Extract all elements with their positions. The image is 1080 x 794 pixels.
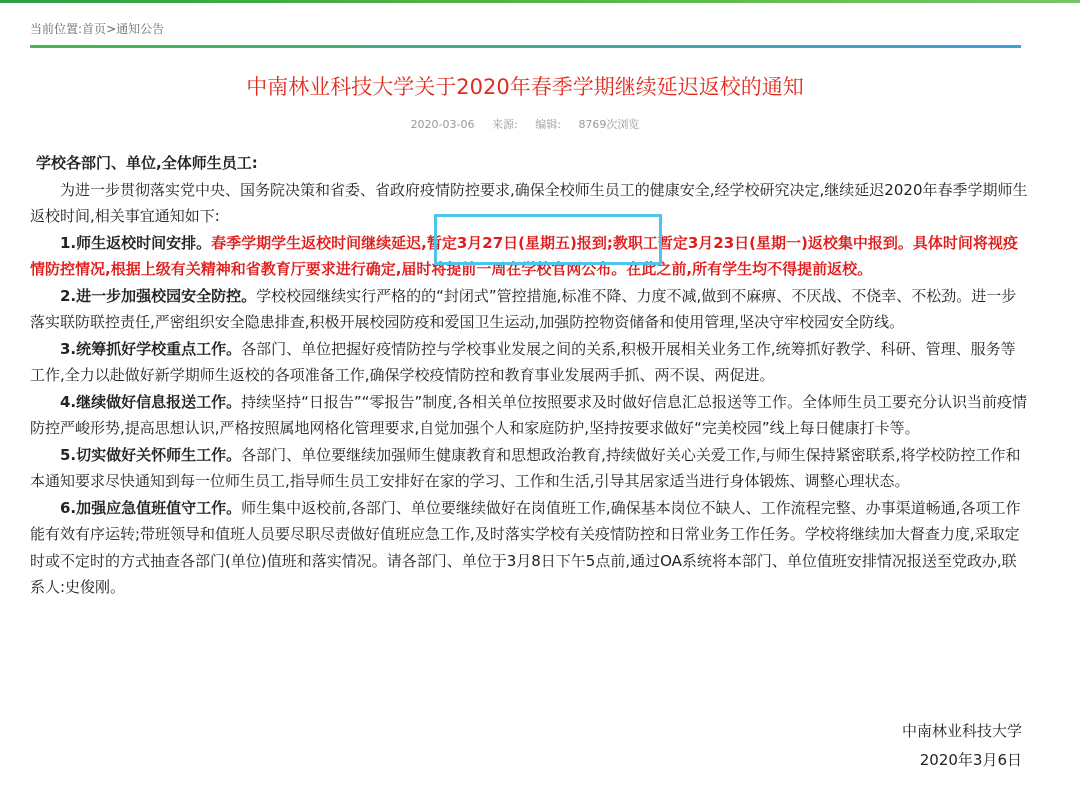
item-6-paragraph: [30, 495, 1030, 601]
item-2-text: 学校校园继续实行严格的的“封闭式”管控措施,标准不降、力度不减,做到不麻痹、不厌战、不侥幸、不松劲。进一步落实联防联控责任,严密组织安全隐患排查,积极开展校园防疫和爱国卫生运动,加强防控物资储备和使用管理,坚决守牢校园安全防线。: [30, 286, 1017, 331]
item-6-heading: 6.加强应急值班值守工作。: [60, 498, 242, 517]
intro-paragraph: 为进一步贯彻落实党中央、国务院决策和省委、省政府疫情防控要求,确保全校师生员工的健康安全,经学校研究决定,继续延迟2020年春季学期师生返校时间,相关事宜通知如下:: [30, 180, 1028, 225]
breadcrumb-home-link[interactable]: 首页: [82, 22, 107, 36]
item-3-heading: 3.统筹抓好学校重点工作。: [60, 339, 242, 358]
item-3-text: 各部门、单位把握好疫情防控与学校事业发展之间的关系,积极开展相关业务工作,统筹抓好教学、科研、管理、服务等工作,全力以赴做好新学期师生返校的各项准备工作,确保学校疫情防控和教育事业发展两手抓、两不误、两促进。: [30, 339, 1016, 384]
item-1-red-text: 春季学期学生返校时间继续延迟,暂定3月27日(星期五)报到;教职工暂定3月23日(星期一)返校集中报到。具体时间将视疫情防控情况,根据上级有关精神和省教育厅要求进行确定,届时将提前一周在学校官网公布。在此之前,所有学生均不得提前返校。: [30, 233, 1018, 278]
breadcrumb: [30, 20, 164, 37]
breadcrumb-separator: >: [106, 22, 117, 36]
article-body: [30, 150, 1030, 601]
item-2-paragraph: [30, 283, 1030, 336]
item-5-text: 各部门、单位要继续加强师生健康教育和思想政治教育,持续做好关心关爱工作,与师生保持紧密联系,将学校防控工作和本通知要求尽快通知到每一位师生员工,指导师生员工安排好在家的学习、工作和生活,引导其居家适当进行身体锻炼、调整心理状态。: [30, 445, 1021, 490]
item-4-text: 持续坚持“日报告”“零报告”制度,各相关单位按照要求及时做好信息汇总报送等工作。全体师生员工要充分认识当前疫情防控严峻形势,提高思想认识,严格按照属地网格化管理要求,自觉加强个人和家庭防护,坚持按要求做好“完美校园”线上每日健康打卡等。: [30, 392, 1027, 437]
page-title: 中南林业科技大学关于2020年春季学期继续延迟返校的通知: [246, 75, 804, 99]
header-divider: [30, 45, 1021, 48]
item-1-heading: 1.师生返校时间安排。: [60, 233, 212, 252]
view-count: 8769次浏览: [578, 118, 640, 131]
item-1-paragraph: [30, 230, 1030, 283]
salutation: 学校各部门、单位,全体师生员工:: [36, 154, 258, 172]
signature-block: [902, 717, 1022, 775]
item-5-paragraph: [30, 442, 1030, 495]
breadcrumb-current-link[interactable]: 通知公告: [116, 22, 165, 36]
item-5-heading: 5.切实做好关怀师生工作。: [60, 445, 242, 464]
item-3-paragraph: [30, 336, 1030, 389]
top-accent-line: [0, 0, 1080, 3]
signature-organization: 中南林业科技大学: [901, 722, 1022, 740]
item-4-paragraph: [30, 389, 1030, 442]
signature-date: 2020年3月6日: [919, 751, 1022, 769]
source-label: 来源:: [492, 118, 518, 131]
item-6-text: 师生集中返校前,各部门、单位要继续做好在岗值班工作,确保基本岗位不缺人、工作流程完整、办事渠道畅通,各项工作能有效有序运转;带班领导和值班人员要尽职尽责做好值班应急工作,及时落实学校有关疫情防控和日常业务工作任务。学校将继续加大督查力度,采取定时或不定时的方式抽查各部门(单位)值班和落实情况。请各部门、单位于3月8日下午5点前,通过OA系统将本部门、单位值班安排情况报送至党政办,联系人:史俊刚。: [30, 498, 1021, 596]
publish-date: 2020-03-06: [410, 118, 475, 131]
item-4-heading: 4.继续做好信息报送工作。: [60, 392, 242, 411]
item-2-heading: 2.进一步加强校园安全防控。: [60, 286, 257, 305]
editor-label: 编辑:: [535, 118, 561, 131]
breadcrumb-prefix: 当前位置:: [30, 22, 83, 36]
article-meta: [0, 116, 1050, 132]
